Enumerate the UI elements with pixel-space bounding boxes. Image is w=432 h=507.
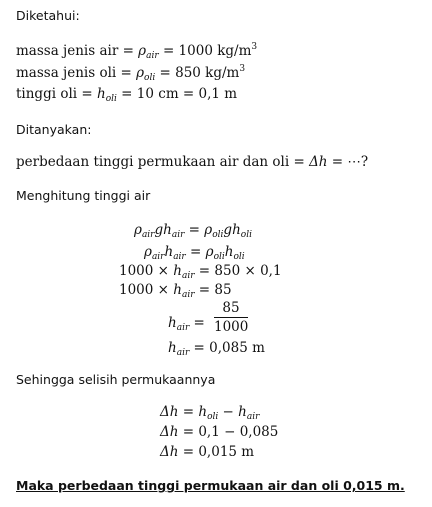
conclusion-text: Maka perbedaan tinggi permukaan air dan oli 0,015 m. (16, 478, 405, 493)
equation-delta-h-substituted: Δh = 0,1 − 0,085 (160, 424, 279, 440)
fraction-85-over-1000 (214, 300, 248, 335)
equation-substituted: $1000 \times h_{air} = 850 \times 0,1$ (119, 263, 282, 281)
fraction-denominator: 1000 (214, 319, 249, 335)
equation-simplified: $\rho_{air}h_{air} = \rho_{oli}h_{oli}$ (144, 244, 245, 262)
equation-fraction-left: $h_{air}$ = (168, 315, 205, 333)
heading-ditanyakan: Ditanyakan: (16, 122, 92, 137)
given-oil-height: tinggi oli = $h_{oli} = 10$ cm = 0,1 m (16, 86, 238, 104)
equation-delta-h-definition: $\Delta h = h_{oli} - h_{air}$ (160, 404, 260, 422)
heading-diketahui: Diketahui: (16, 8, 80, 23)
fraction-bar (214, 317, 248, 318)
equation-delta-h-result: Δh = 0,015 m (160, 444, 255, 460)
given-density-oil: massa jenis oli = $\rho_{oli} = 850$ $kg/m^3$ (16, 64, 246, 83)
given-density-water: massa jenis air = $\rho_{air} = 1000$ $kg/m^3$ (16, 42, 258, 61)
equation-result-h-air: $h_{air} = 0,085$ m (168, 340, 265, 358)
asked-question: perbedaan tinggi permukaan air dan oli = Δh = ⋯? (16, 154, 369, 170)
equation-pressure-balance: $\rho_{air}gh_{air} = \rho_{oli}gh_{oli}$ (134, 222, 252, 240)
heading-menghitung: Menghitung tinggi air (16, 188, 151, 203)
fraction-numerator: 85 (222, 300, 240, 316)
equation-product: $1000 \times h_{air} = 85$ (119, 282, 232, 300)
heading-sehingga: Sehingga selisih permukaannya (16, 372, 216, 387)
